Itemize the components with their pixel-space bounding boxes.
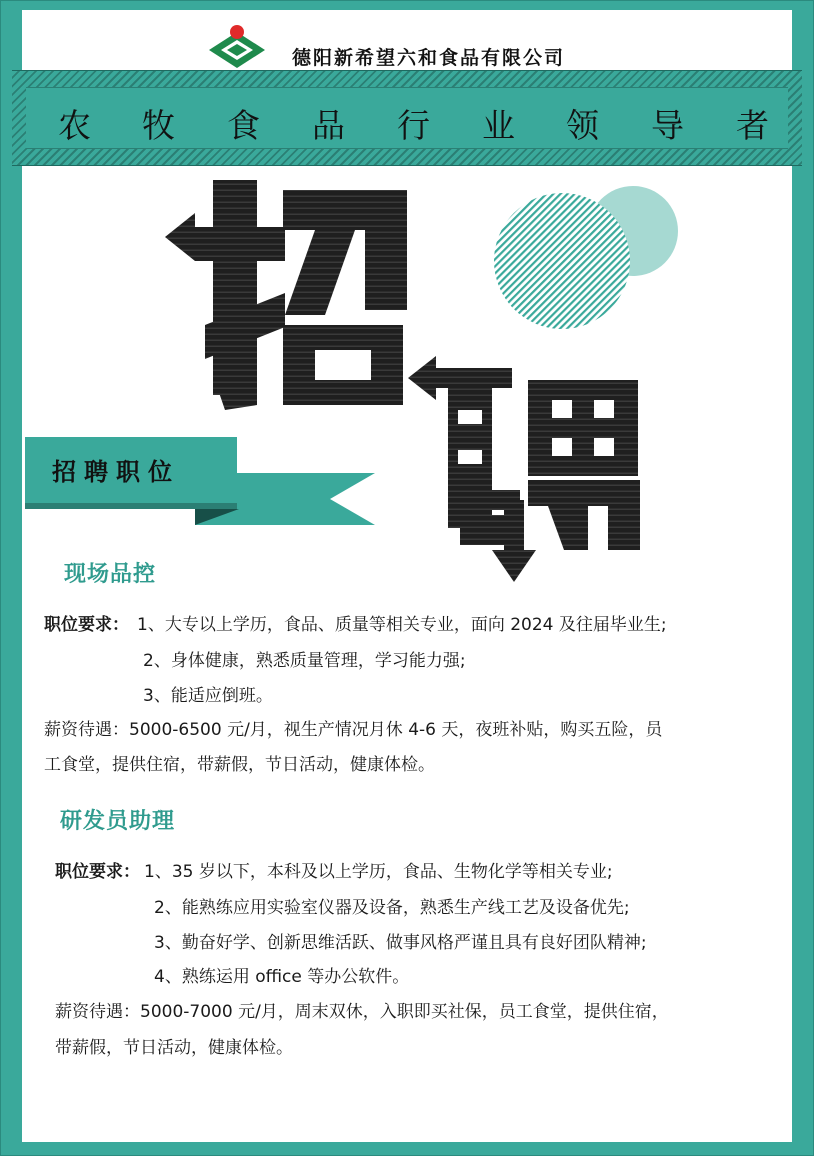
decorative-circles bbox=[490, 185, 690, 335]
job2-req-1: 1、35 岁以下，本科及以上学历，食品、生物化学等相关专业; bbox=[144, 862, 613, 882]
slogan-char: 农 bbox=[58, 106, 91, 145]
job1-salary-1: 薪资待遇：5000-6500 元/月，视生产情况月休 4-6 天，夜班补贴，购买五险，员 bbox=[44, 720, 663, 740]
slogan-char: 食 bbox=[227, 106, 260, 145]
company-logo-icon bbox=[207, 24, 267, 68]
job1-req-2: 2、身体健康，熟悉质量管理，学习能力强; bbox=[143, 651, 466, 671]
job1-req-label: 职位要求： bbox=[44, 615, 129, 635]
headline-zhao-graphic bbox=[165, 175, 425, 415]
slogan-char: 领 bbox=[566, 106, 599, 145]
job2-req-4: 4、熟练运用 office 等办公软件。 bbox=[154, 967, 410, 987]
slogan-char: 导 bbox=[651, 106, 684, 145]
slogan-char: 者 bbox=[736, 106, 769, 145]
slogan-band bbox=[12, 70, 802, 166]
slogan-bar bbox=[26, 87, 788, 149]
slogan-char: 业 bbox=[482, 106, 515, 145]
slogan-char: 行 bbox=[397, 106, 430, 145]
company-name: 德阳新希望六和食品有限公司 bbox=[292, 47, 566, 69]
job2-salary-2: 带薪假，节日活动，健康体检。 bbox=[55, 1038, 293, 1058]
job2-salary-1: 薪资待遇：5000-7000 元/月，周末双休，入职即买社保，员工食堂，提供住宿， bbox=[55, 1002, 669, 1022]
job2-req-label: 职位要求： bbox=[55, 862, 140, 882]
job1-req-1: 1、大专以上学历，食品、质量等相关专业，面向 2024 及往届毕业生; bbox=[137, 615, 667, 635]
job1-salary-2: 工食堂，提供住宿，带薪假，节日活动，健康体检。 bbox=[44, 755, 435, 775]
job1-req-line bbox=[44, 610, 667, 635]
job2-req-line bbox=[55, 857, 613, 882]
headline-pin-graphic bbox=[408, 350, 643, 590]
slogan-char: 品 bbox=[312, 106, 345, 145]
positions-tag-label: 招聘职位 bbox=[52, 458, 180, 486]
job2-title: 研发员助理 bbox=[60, 809, 176, 834]
slogan-char: 牧 bbox=[142, 106, 175, 145]
job2-req-3: 3、勤奋好学、创新思维活跃、做事风格严谨且具有良好团队精神; bbox=[154, 933, 647, 953]
job1-req-3: 3、能适应倒班。 bbox=[143, 686, 273, 706]
job1-title: 现场品控 bbox=[64, 562, 157, 587]
job2-req-2: 2、能熟练应用实验室仪器及设备，熟悉生产线工艺及设备优先; bbox=[154, 898, 630, 918]
company-header bbox=[22, 10, 792, 72]
